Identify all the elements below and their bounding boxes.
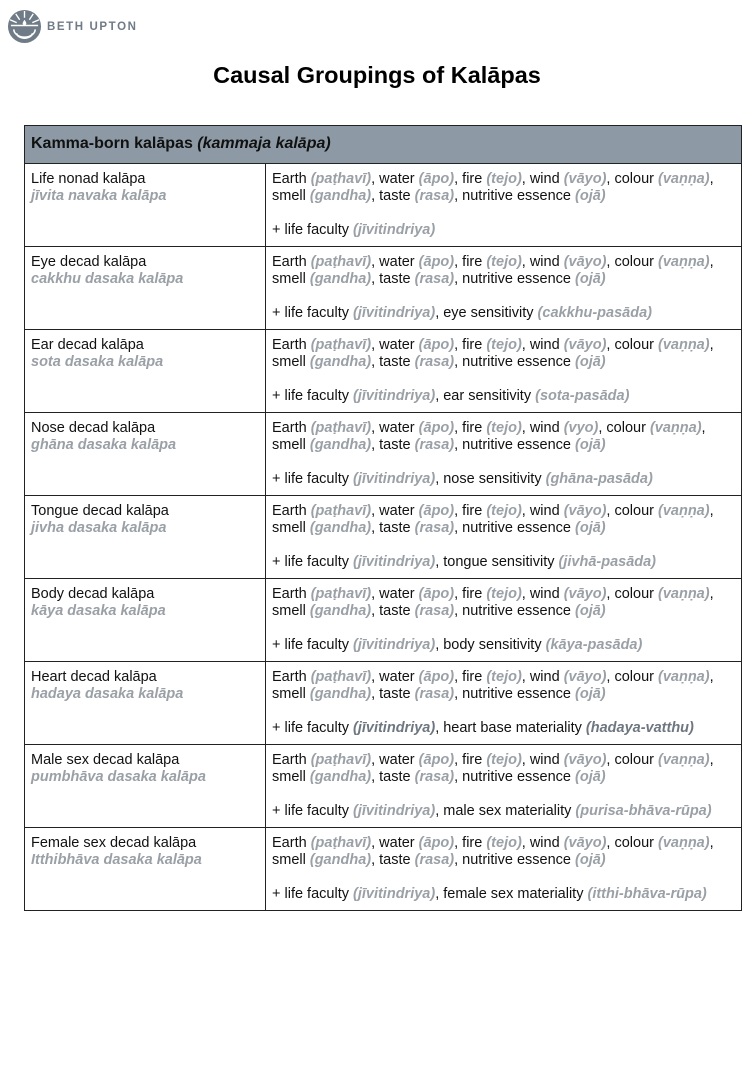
- element-taste-pali: (rasa): [414, 603, 455, 619]
- element-nutritive: , nutritive essence: [454, 354, 571, 370]
- table-row: [25, 745, 742, 828]
- element-fire-pali: (tejo): [486, 420, 522, 436]
- element-earth: Earth: [272, 752, 307, 768]
- kalapa-pali-name: kāya dasaka kalāpa: [31, 603, 166, 619]
- element-wind: , wind: [521, 586, 560, 602]
- element-taste-pali: (rasa): [414, 188, 455, 204]
- element-fire-pali: (tejo): [486, 254, 522, 270]
- extra-element: , eye sensitivity: [435, 305, 534, 321]
- element-taste-pali: (rasa): [414, 686, 455, 702]
- element-smell: smell: [272, 769, 306, 785]
- elements-line-3: [272, 803, 735, 820]
- elements-line-1: Earth (paṭhavī), water (āpo), fire (tejo), wind (vāyo), colour (vaṇṇa),: [272, 586, 714, 602]
- element-colour: , colour: [606, 586, 654, 602]
- extra-element: , body sensitivity: [435, 637, 542, 653]
- element-water: , water: [371, 420, 415, 436]
- element-nutritive-pali: (ojā): [575, 354, 606, 370]
- element-fire-pali: (tejo): [486, 337, 522, 353]
- elements-line-2: [272, 520, 735, 537]
- element-water-pali: (āpo): [418, 337, 455, 353]
- extra-element: , male sex materiality: [435, 803, 572, 819]
- element-smell-pali: (gandha): [309, 603, 372, 619]
- elements-line-3: [272, 222, 735, 239]
- element-fire-pali: (tejo): [486, 835, 522, 851]
- element-earth-pali: (paṭhavī): [310, 586, 372, 602]
- life-faculty: + life faculty: [272, 637, 349, 653]
- element-smell: smell: [272, 437, 306, 453]
- kalapa-elements-cell: [266, 164, 742, 247]
- kalapa-pali-name: jīvita navaka kalāpa: [31, 188, 167, 204]
- life-faculty: + life faculty: [272, 720, 349, 736]
- element-water: , water: [371, 752, 415, 768]
- element-nutritive: , nutritive essence: [454, 188, 571, 204]
- kalapa-pali-name: Itthibhāva dasaka kalāpa: [31, 852, 202, 868]
- element-earth: Earth: [272, 420, 307, 436]
- element-fire: , fire: [454, 586, 483, 602]
- extra-element-pali: (purisa-bhāva-rūpa): [575, 803, 712, 819]
- kalapa-pali-name: ghāna dasaka kalāpa: [31, 437, 177, 453]
- element-water-pali: (āpo): [418, 503, 455, 519]
- kalapa-elements-cell: [266, 247, 742, 330]
- element-taste-pali: (rasa): [414, 437, 455, 453]
- element-nutritive: , nutritive essence: [454, 271, 571, 287]
- elements-line-1: Earth (paṭhavī), water (āpo), fire (tejo), wind (vāyo), colour (vaṇṇa),: [272, 337, 714, 353]
- kalapa-name-cell: [25, 330, 266, 413]
- element-earth: Earth: [272, 503, 307, 519]
- kalapa-name: Heart decad kalāpa: [31, 669, 157, 685]
- extra-element-pali: (ghāna-pasāda): [545, 471, 653, 487]
- kalapa-name-cell: [25, 496, 266, 579]
- element-colour: , colour: [606, 171, 654, 187]
- element-smell-pali: (gandha): [309, 852, 372, 868]
- element-taste: , taste: [371, 271, 411, 287]
- element-fire: , fire: [454, 752, 483, 768]
- kalapa-elements-cell: [266, 745, 742, 828]
- element-wind: , wind: [521, 669, 560, 685]
- kalapa-name: Body decad kalāpa: [31, 586, 155, 602]
- element-nutritive-pali: (ojā): [575, 188, 606, 204]
- kalapa-name: Tongue decad kalāpa: [31, 503, 169, 519]
- life-faculty-pali: (jīvitindriya): [353, 222, 436, 238]
- element-wind-pali: (vāyo): [563, 586, 607, 602]
- element-smell: smell: [272, 520, 306, 536]
- element-smell: smell: [272, 852, 306, 868]
- element-fire: , fire: [454, 669, 483, 685]
- element-nutritive: , nutritive essence: [454, 769, 571, 785]
- elements-line-2: [272, 852, 735, 869]
- elements-line-3: [272, 554, 735, 571]
- extra-element-pali: (sota-pasāda): [535, 388, 630, 404]
- element-water-pali: (āpo): [418, 254, 455, 270]
- element-earth: Earth: [272, 835, 307, 851]
- element-water: , water: [371, 835, 415, 851]
- life-faculty-pali: (jīvitindriya): [353, 637, 436, 653]
- elements-line-1: Earth (paṭhavī), water (āpo), fire (tejo), wind (vāyo), colour (vaṇṇa),: [272, 669, 714, 685]
- extra-element: , female sex materiality: [435, 886, 584, 902]
- elements-line-2: [272, 188, 735, 205]
- element-colour-pali: (vaṇṇa): [658, 669, 710, 685]
- element-taste: , taste: [371, 686, 411, 702]
- element-nutritive: , nutritive essence: [454, 437, 571, 453]
- element-taste: , taste: [371, 603, 411, 619]
- elements-line-3: [272, 471, 735, 488]
- element-earth-pali: (paṭhavī): [310, 337, 372, 353]
- elements-line-3: [272, 388, 735, 405]
- element-smell-pali: (gandha): [309, 354, 372, 370]
- extra-element-pali: (cakkhu-pasāda): [537, 305, 652, 321]
- element-earth-pali: (paṭhavī): [310, 669, 372, 685]
- kalapa-elements-cell: [266, 496, 742, 579]
- element-smell-pali: (gandha): [309, 686, 372, 702]
- element-colour-pali: (vaṇṇa): [658, 752, 710, 768]
- table-row: [25, 579, 742, 662]
- element-water: , water: [371, 669, 415, 685]
- element-fire: , fire: [454, 254, 483, 270]
- element-colour-pali: (vaṇṇa): [658, 503, 710, 519]
- element-wind: , wind: [521, 503, 560, 519]
- extra-element-pali: (itthi-bhāva-rūpa): [587, 886, 707, 902]
- element-taste: , taste: [371, 437, 411, 453]
- element-wind-pali: (vāyo): [563, 835, 607, 851]
- extra-element: , heart base materiality: [435, 720, 582, 736]
- extra-element: , nose sensitivity: [435, 471, 542, 487]
- element-smell: smell: [272, 188, 306, 204]
- element-colour: , colour: [598, 420, 646, 436]
- life-faculty-pali: (jīvitindriya): [353, 554, 436, 570]
- life-faculty: + life faculty: [272, 305, 349, 321]
- element-nutritive: , nutritive essence: [454, 603, 571, 619]
- elements-line-2: [272, 686, 735, 703]
- kalapa-name-cell: [25, 413, 266, 496]
- element-taste: , taste: [371, 769, 411, 785]
- elements-line-1: Earth (paṭhavī), water (āpo), fire (tejo), wind (vāyo), colour (vaṇṇa),: [272, 835, 714, 851]
- life-faculty-pali: (jīvitindriya): [353, 720, 436, 736]
- elements-line-2: [272, 271, 735, 288]
- element-water: , water: [371, 171, 415, 187]
- sun-rays-logo-icon: [7, 9, 42, 44]
- life-faculty: + life faculty: [272, 886, 349, 902]
- table-row: [25, 247, 742, 330]
- life-faculty-pali: (jīvitindriya): [353, 803, 436, 819]
- element-colour-pali: (vaṇṇa): [658, 835, 710, 851]
- element-colour: , colour: [606, 503, 654, 519]
- element-taste: , taste: [371, 188, 411, 204]
- element-nutritive-pali: (ojā): [575, 271, 606, 287]
- elements-line-1: Earth (paṭhavī), water (āpo), fire (tejo), wind (vāyo), colour (vaṇṇa),: [272, 503, 714, 519]
- element-fire-pali: (tejo): [486, 586, 522, 602]
- element-wind-pali: (vāyo): [563, 752, 607, 768]
- table-header-row: [25, 126, 742, 164]
- element-wind-pali: (vāyo): [563, 669, 607, 685]
- life-faculty: + life faculty: [272, 554, 349, 570]
- kalapa-name: Male sex decad kalāpa: [31, 752, 180, 768]
- elements-line-1: Earth (paṭhavī), water (āpo), fire (tejo), wind (vāyo), colour (vaṇṇa),: [272, 171, 714, 187]
- kalapa-name-cell: [25, 247, 266, 330]
- elements-line-2: [272, 769, 735, 786]
- kalapa-pali-name: jivha dasaka kalāpa: [31, 520, 167, 536]
- extra-element: , ear sensitivity: [435, 388, 532, 404]
- elements-line-2: [272, 437, 735, 454]
- element-colour: , colour: [606, 254, 654, 270]
- element-taste-pali: (rasa): [414, 769, 455, 785]
- kalapa-name: Female sex decad kalāpa: [31, 835, 197, 851]
- element-wind-pali: (vyo): [563, 420, 599, 436]
- life-faculty-pali: (jīvitindriya): [353, 471, 436, 487]
- table-header: [25, 126, 742, 164]
- element-colour: , colour: [606, 835, 654, 851]
- element-wind: , wind: [521, 254, 560, 270]
- element-colour: , colour: [606, 752, 654, 768]
- element-fire: , fire: [454, 337, 483, 353]
- element-earth-pali: (paṭhavī): [310, 752, 372, 768]
- kalapa-name: Eye decad kalāpa: [31, 254, 147, 270]
- element-colour-pali: (vaṇṇa): [658, 586, 710, 602]
- table-row: [25, 164, 742, 247]
- element-wind: , wind: [521, 171, 560, 187]
- element-water-pali: (āpo): [418, 586, 455, 602]
- element-wind: , wind: [521, 337, 560, 353]
- extra-element-pali: (jivhā-pasāda): [558, 554, 657, 570]
- element-wind-pali: (vāyo): [563, 171, 607, 187]
- element-taste-pali: (rasa): [414, 354, 455, 370]
- element-earth-pali: (paṭhavī): [310, 835, 372, 851]
- element-taste: , taste: [371, 520, 411, 536]
- life-faculty-pali: (jīvitindriya): [353, 388, 436, 404]
- element-wind: , wind: [521, 420, 560, 436]
- page-title: Causal Groupings of Kalāpas: [213, 62, 541, 88]
- kalapa-name: Ear decad kalāpa: [31, 337, 144, 353]
- header-label: Kamma-born kalāpas: [31, 135, 193, 152]
- element-water: , water: [371, 586, 415, 602]
- header-pali: (kammaja kalāpa): [197, 135, 331, 152]
- element-earth-pali: (paṭhavī): [310, 171, 372, 187]
- element-colour: , colour: [606, 337, 654, 353]
- element-water: , water: [371, 503, 415, 519]
- element-colour-pali: (vaṇṇa): [658, 254, 710, 270]
- element-water-pali: (āpo): [418, 420, 455, 436]
- table-row: [25, 662, 742, 745]
- kalapa-pali-name: cakkhu dasaka kalāpa: [31, 271, 184, 287]
- element-smell-pali: (gandha): [309, 188, 372, 204]
- element-colour-pali: (vaṇṇa): [658, 171, 710, 187]
- element-nutritive: , nutritive essence: [454, 686, 571, 702]
- kalapa-elements-cell: [266, 330, 742, 413]
- life-faculty: + life faculty: [272, 222, 349, 238]
- kalapa-name: Life nonad kalāpa: [31, 171, 146, 187]
- life-faculty-pali: (jīvitindriya): [353, 305, 436, 321]
- element-smell: smell: [272, 354, 306, 370]
- life-faculty: + life faculty: [272, 388, 349, 404]
- element-water-pali: (āpo): [418, 752, 455, 768]
- element-fire-pali: (tejo): [486, 171, 522, 187]
- element-nutritive-pali: (ojā): [575, 603, 606, 619]
- kalapa-elements-cell: [266, 413, 742, 496]
- life-faculty: + life faculty: [272, 803, 349, 819]
- element-colour-pali: (vaṇṇa): [649, 420, 702, 436]
- elements-line-3: [272, 637, 735, 654]
- extra-element-pali: (hadaya-vatthu): [585, 720, 694, 736]
- elements-line-2: [272, 354, 735, 371]
- kalapa-pali-name: sota dasaka kalāpa: [31, 354, 164, 370]
- element-nutritive-pali: (ojā): [575, 520, 606, 536]
- table-row: [25, 496, 742, 579]
- element-smell-pali: (gandha): [309, 769, 372, 785]
- element-nutritive: , nutritive essence: [454, 852, 571, 868]
- element-wind: , wind: [521, 835, 560, 851]
- element-taste-pali: (rasa): [414, 852, 455, 868]
- element-earth-pali: (paṭhavī): [310, 503, 372, 519]
- element-water-pali: (āpo): [418, 669, 455, 685]
- kalapa-name-cell: [25, 828, 266, 911]
- element-water-pali: (āpo): [418, 835, 455, 851]
- element-wind-pali: (vāyo): [563, 337, 607, 353]
- elements-line-3: [272, 886, 735, 903]
- life-faculty: + life faculty: [272, 471, 349, 487]
- kalapa-elements-cell: [266, 828, 742, 911]
- kalapa-pali-name: hadaya dasaka kalāpa: [31, 686, 184, 702]
- element-taste-pali: (rasa): [414, 520, 455, 536]
- kalapa-elements-cell: [266, 662, 742, 745]
- element-nutritive-pali: (ojā): [575, 686, 606, 702]
- element-colour-pali: (vaṇṇa): [658, 337, 710, 353]
- elements-line-1: Earth (paṭhavī), water (āpo), fire (tejo), wind (vāyo), colour (vaṇṇa),: [272, 752, 714, 768]
- element-fire-pali: (tejo): [486, 503, 522, 519]
- element-water-pali: (āpo): [418, 171, 455, 187]
- element-earth: Earth: [272, 669, 307, 685]
- element-water: , water: [371, 254, 415, 270]
- element-fire-pali: (tejo): [486, 752, 522, 768]
- element-earth: Earth: [272, 586, 307, 602]
- element-colour: , colour: [606, 669, 654, 685]
- element-earth: Earth: [272, 171, 307, 187]
- element-fire: , fire: [454, 420, 483, 436]
- table-row: [25, 330, 742, 413]
- kalapa-elements-cell: [266, 579, 742, 662]
- element-earth-pali: (paṭhavī): [310, 254, 372, 270]
- table-row: [25, 413, 742, 496]
- elements-line-1: Earth (paṭhavī), water (āpo), fire (tejo), wind (vāyo), colour (vaṇṇa),: [272, 254, 714, 270]
- element-water: , water: [371, 337, 415, 353]
- kalapa-pali-name: pumbhāva dasaka kalāpa: [31, 769, 206, 785]
- element-smell: smell: [272, 603, 306, 619]
- element-wind-pali: (vāyo): [563, 503, 607, 519]
- element-earth-pali: (paṭhavī): [310, 420, 372, 436]
- kalapa-name-cell: [25, 662, 266, 745]
- kalapa-name: Nose decad kalāpa: [31, 420, 156, 436]
- elements-line-2: [272, 603, 735, 620]
- element-nutritive-pali: (ojā): [575, 437, 606, 453]
- element-taste: , taste: [371, 852, 411, 868]
- element-smell-pali: (gandha): [309, 520, 372, 536]
- element-taste: , taste: [371, 354, 411, 370]
- kalapa-table: [24, 125, 742, 911]
- element-smell: smell: [272, 271, 306, 287]
- elements-line-3: [272, 305, 735, 322]
- logo: [7, 9, 138, 44]
- extra-element: , tongue sensitivity: [435, 554, 555, 570]
- element-nutritive: , nutritive essence: [454, 520, 571, 536]
- element-wind-pali: (vāyo): [563, 254, 607, 270]
- elements-line-1: Earth (paṭhavī), water (āpo), fire (tejo), wind (vyo), colour (vaṇṇa),: [272, 420, 706, 436]
- kalapa-name-cell: [25, 745, 266, 828]
- element-smell: smell: [272, 686, 306, 702]
- life-faculty-pali: (jīvitindriya): [353, 886, 436, 902]
- element-nutritive-pali: (ojā): [575, 852, 606, 868]
- extra-element-pali: (kāya-pasāda): [545, 637, 643, 653]
- element-smell-pali: (gandha): [309, 271, 372, 287]
- kalapa-name-cell: [25, 579, 266, 662]
- element-wind: , wind: [521, 752, 560, 768]
- elements-line-3: [272, 720, 735, 737]
- element-fire: , fire: [454, 171, 483, 187]
- element-smell-pali: (gandha): [309, 437, 372, 453]
- table-row: [25, 828, 742, 911]
- element-earth: Earth: [272, 337, 307, 353]
- element-nutritive-pali: (ojā): [575, 769, 606, 785]
- element-earth: Earth: [272, 254, 307, 270]
- element-fire: , fire: [454, 503, 483, 519]
- logo-text: BETH UPTON: [47, 20, 138, 33]
- element-taste-pali: (rasa): [414, 271, 455, 287]
- element-fire-pali: (tejo): [486, 669, 522, 685]
- element-fire: , fire: [454, 835, 483, 851]
- kalapa-name-cell: [25, 164, 266, 247]
